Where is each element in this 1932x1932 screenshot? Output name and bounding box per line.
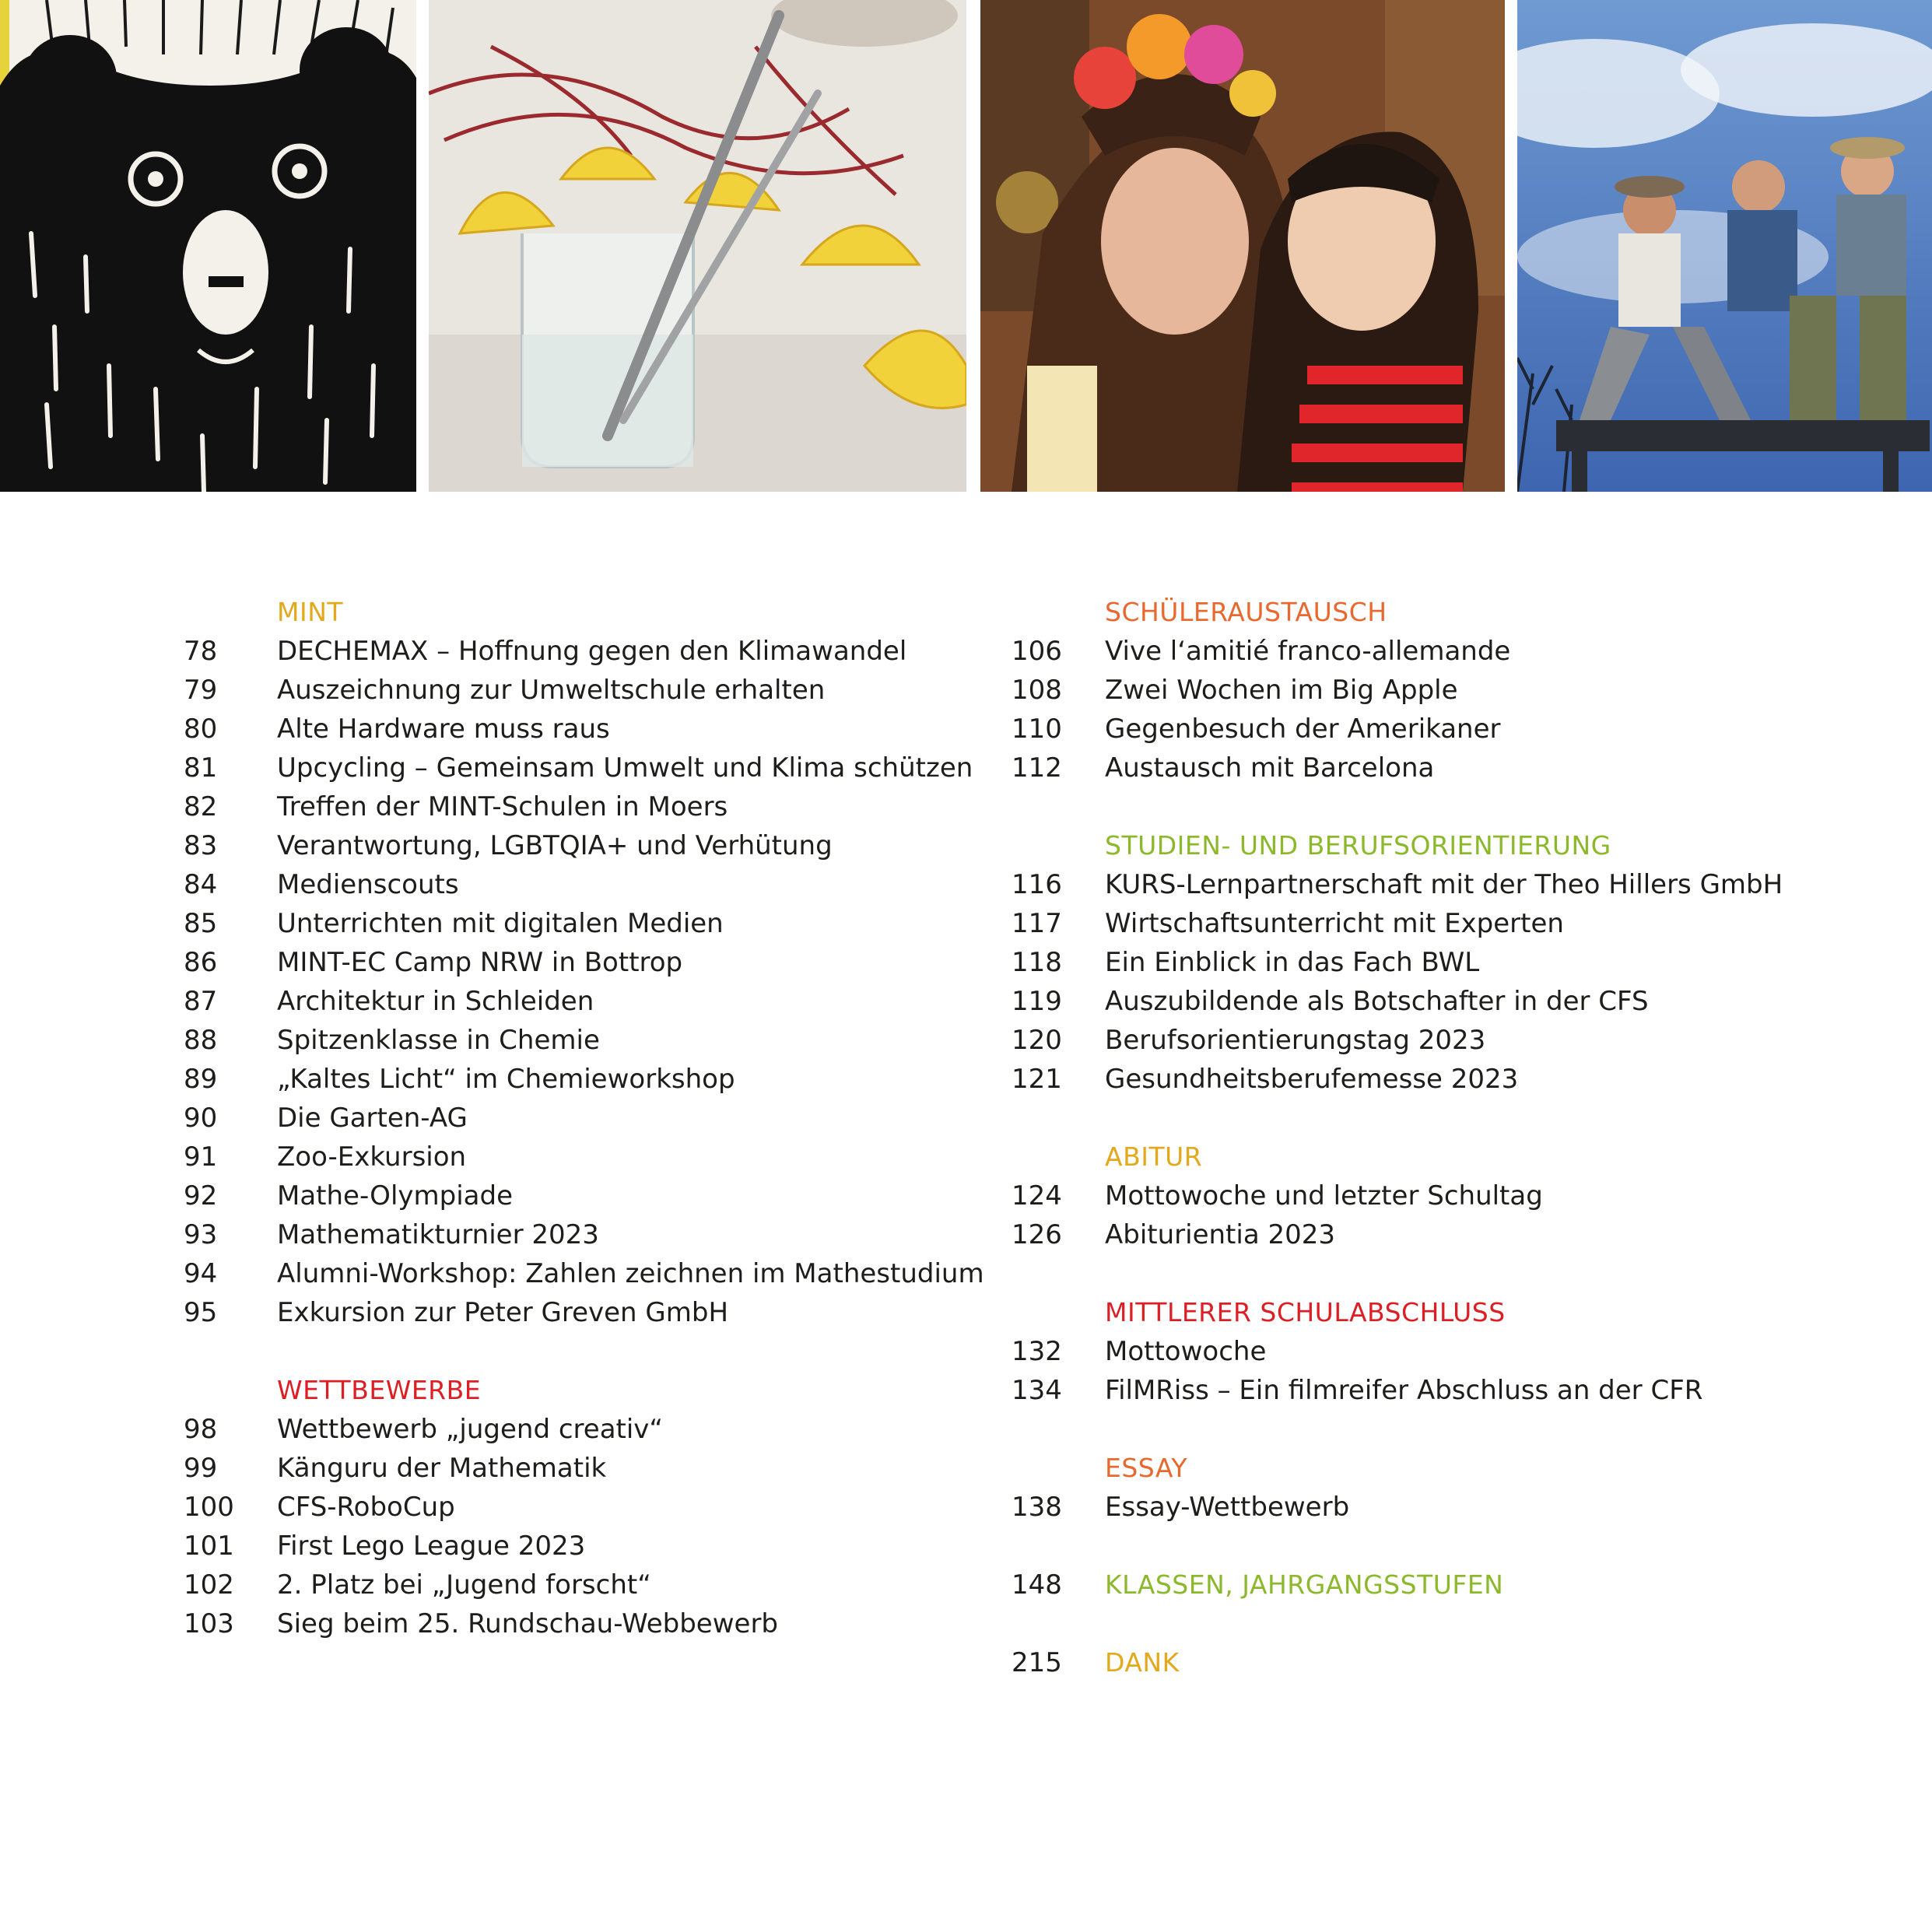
section-heading: ESSAY xyxy=(1105,1453,1188,1483)
page-number: 106 xyxy=(1012,636,1062,667)
entry-title: Zoo-Exkursion xyxy=(277,1141,467,1173)
toc-section-schueleraustausch xyxy=(1012,593,1883,787)
page-number: 95 xyxy=(184,1297,218,1328)
page-number: 116 xyxy=(1012,869,1062,900)
entry-title: Mottowoche xyxy=(1105,1336,1267,1367)
lemon-battery-experiment-image xyxy=(429,0,966,492)
page-number: 138 xyxy=(1012,1492,1062,1523)
page-number: 102 xyxy=(184,1569,234,1601)
page-number: 148 xyxy=(1012,1569,1062,1601)
section-heading: WETTBEWERBE xyxy=(277,1375,482,1405)
toc-section-mittlerer-schulabschluss xyxy=(1012,1293,1883,1410)
entry-title: 2. Platz bei „Jugend forscht“ xyxy=(277,1569,651,1601)
page-number: 90 xyxy=(184,1103,218,1134)
toc-entry xyxy=(184,671,962,710)
page-number: 94 xyxy=(184,1258,218,1289)
page-number: 118 xyxy=(1012,947,1062,978)
page-number: 121 xyxy=(1012,1064,1062,1095)
toc-entry xyxy=(184,865,962,904)
entry-title: Austausch mit Barcelona xyxy=(1105,752,1435,784)
toc-section-mint xyxy=(184,593,984,1332)
page-number: 81 xyxy=(184,752,218,784)
section-heading: ABITUR xyxy=(1105,1141,1203,1172)
entry-title: FilMRiss – Ein filmreifer Abschluss an der CFR xyxy=(1105,1375,1703,1406)
page-number: 80 xyxy=(184,714,218,745)
page-number: 82 xyxy=(184,791,218,822)
toc-entry xyxy=(1012,1488,1883,1527)
toc-entry xyxy=(1012,943,1883,982)
toc-left-column xyxy=(184,593,984,1682)
page-number: 87 xyxy=(184,986,218,1017)
entry-title: Verantwortung, LGBTQIA+ und Verhütung xyxy=(277,830,833,861)
bear-linocut-image xyxy=(0,0,416,492)
entry-title: Mathe-Olympiade xyxy=(277,1180,513,1211)
page-number: 88 xyxy=(184,1025,218,1056)
toc-section-abitur xyxy=(1012,1138,1883,1254)
toc-entry xyxy=(184,749,973,787)
toc-entry xyxy=(184,1060,962,1099)
toc-entry xyxy=(184,1254,984,1293)
toc-entry xyxy=(1012,865,1883,904)
entry-title: Mathematikturnier 2023 xyxy=(277,1219,599,1250)
toc-entry xyxy=(1012,904,1883,943)
toc-entry xyxy=(184,1176,962,1215)
page-number: 98 xyxy=(184,1414,218,1445)
entry-title: Unterrichten mit digitalen Medien xyxy=(277,908,724,939)
entry-title: Sieg beim 25. Rundschau-Webbewerb xyxy=(277,1608,779,1639)
toc-entry xyxy=(184,1215,962,1254)
page-number: 215 xyxy=(1012,1647,1062,1678)
page-number: 92 xyxy=(184,1180,218,1211)
toc-entry xyxy=(1012,982,1883,1021)
entry-title: Abiturientia 2023 xyxy=(1105,1219,1336,1250)
entry-title: Mottowoche und letzter Schultag xyxy=(1105,1180,1543,1211)
page-number: 91 xyxy=(184,1141,218,1173)
page-number: 99 xyxy=(184,1453,218,1484)
page-number: 85 xyxy=(184,908,218,939)
toc-entry xyxy=(184,826,962,865)
entry-title: Medienscouts xyxy=(277,869,459,900)
toc-entry xyxy=(184,1449,962,1488)
entry-title: DECHEMAX – Hoffnung gegen den Klimawandel xyxy=(277,636,907,667)
toc-entry xyxy=(1012,710,1883,749)
toc-entry xyxy=(1012,1215,1883,1254)
toc-entry xyxy=(1012,1332,1883,1371)
toc-entry xyxy=(184,1527,962,1566)
toc-entry xyxy=(184,710,962,749)
toc-entry xyxy=(184,1410,962,1449)
toc-entry xyxy=(184,943,962,982)
carnival-girls-image xyxy=(980,0,1505,492)
entry-title: Auszeichnung zur Umweltschule erhalten xyxy=(277,675,826,706)
toc-entry xyxy=(1012,749,1883,787)
toc-entry xyxy=(184,1099,962,1138)
page-number: 89 xyxy=(184,1064,218,1095)
page-number: 126 xyxy=(1012,1219,1062,1250)
entry-title: Ein Einblick in das Fach BWL xyxy=(1105,947,1480,978)
entry-title: Spitzenklasse in Chemie xyxy=(277,1025,600,1056)
entry-title: Gesundheitsberufemesse 2023 xyxy=(1105,1064,1519,1095)
entry-title: Alumni-Workshop: Zahlen zeichnen im Mathestudium xyxy=(277,1258,984,1289)
entry-title: Exkursion zur Peter Greven GmbH xyxy=(277,1297,729,1328)
entry-title: Alte Hardware muss raus xyxy=(277,714,610,745)
page-number: 84 xyxy=(184,869,218,900)
entry-title: Wirtschaftsunterricht mit Experten xyxy=(1105,908,1564,939)
toc-entry xyxy=(184,1604,962,1643)
entry-title: Treffen der MINT-Schulen in Moers xyxy=(277,791,728,822)
toc-entry xyxy=(184,1138,962,1176)
entry-title: Architektur in Schleiden xyxy=(277,986,594,1017)
toc-entry xyxy=(184,1021,962,1060)
entry-title: Berufsorientierungstag 2023 xyxy=(1105,1025,1486,1056)
toc-entry xyxy=(184,632,962,671)
page-number: 134 xyxy=(1012,1375,1062,1406)
toc-entry xyxy=(1012,671,1883,710)
students-on-bench-image xyxy=(1517,0,1932,492)
page-number: 79 xyxy=(184,675,218,706)
entry-title: KURS-Lernpartnerschaft mit der Theo Hillers GmbH xyxy=(1105,869,1783,900)
entry-title: First Lego League 2023 xyxy=(277,1531,586,1562)
entry-title: CFS-RoboCup xyxy=(277,1492,455,1523)
toc-section-dank xyxy=(1012,1643,1883,1682)
section-heading: DANK xyxy=(1105,1647,1180,1678)
entry-title: Känguru der Mathematik xyxy=(277,1453,607,1484)
toc-entry xyxy=(1012,1643,1883,1682)
toc-entry xyxy=(1012,632,1883,671)
page-number: 117 xyxy=(1012,908,1062,939)
toc-entry xyxy=(184,1488,962,1527)
toc-entry xyxy=(1012,1371,1883,1410)
toc-entry xyxy=(184,904,962,943)
entry-title: Zwei Wochen im Big Apple xyxy=(1105,675,1458,706)
page-number: 112 xyxy=(1012,752,1062,784)
page-number: 103 xyxy=(184,1608,234,1639)
toc-entry xyxy=(1012,1566,1883,1604)
section-heading: MITTLERER SCHULABSCHLUSS xyxy=(1105,1297,1506,1327)
toc-entry xyxy=(1012,1176,1883,1215)
entry-title: „Kaltes Licht“ im Chemieworkshop xyxy=(277,1064,735,1095)
page-number: 119 xyxy=(1012,986,1062,1017)
entry-title: Wettbewerb „jugend creativ“ xyxy=(277,1414,664,1445)
section-heading: SCHÜLERAUSTAUSCH xyxy=(1105,597,1387,627)
toc-entry xyxy=(184,1293,962,1332)
page-number: 132 xyxy=(1012,1336,1062,1367)
toc-section-studien-und-berufsorientierung xyxy=(1012,826,1883,1099)
page-number: 100 xyxy=(184,1492,234,1523)
entry-title: Essay-Wettbewerb xyxy=(1105,1492,1350,1523)
toc-entry xyxy=(1012,1060,1883,1099)
toc-section-essay xyxy=(1012,1449,1883,1527)
toc-section-wettbewerbe xyxy=(184,1371,962,1643)
section-heading: STUDIEN- UND BERUFSORIENTIERUNG xyxy=(1105,830,1611,861)
page-number: 124 xyxy=(1012,1180,1062,1211)
section-heading: KLASSEN, JAHRGANGSSTUFEN xyxy=(1105,1569,1504,1600)
page-number: 78 xyxy=(184,636,218,667)
entry-title: Upcycling – Gemeinsam Umwelt und Klima schützen xyxy=(277,752,973,784)
toc-entry xyxy=(184,787,962,826)
page-number: 101 xyxy=(184,1531,234,1562)
entry-title: Vive l‘amitié franco-allemande xyxy=(1105,636,1511,667)
page-number: 93 xyxy=(184,1219,218,1250)
entry-title: Gegenbesuch der Amerikaner xyxy=(1105,714,1501,745)
photo-strip xyxy=(0,0,1932,492)
page-number: 86 xyxy=(184,947,218,978)
toc-entry xyxy=(184,982,962,1021)
entry-title: MINT-EC Camp NRW in Bottrop xyxy=(277,947,683,978)
toc-right-column xyxy=(1012,593,1883,1721)
page-number: 83 xyxy=(184,830,218,861)
entry-title: Die Garten-AG xyxy=(277,1103,468,1134)
page-number: 110 xyxy=(1012,714,1062,745)
entry-title: Auszubildende als Botschafter in der CFS xyxy=(1105,986,1649,1017)
page-number: 120 xyxy=(1012,1025,1062,1056)
toc-entry xyxy=(1012,1021,1883,1060)
page-number: 108 xyxy=(1012,675,1062,706)
toc-entry xyxy=(184,1566,962,1604)
toc-section-klassen-jahrgangsstufen xyxy=(1012,1566,1883,1604)
section-heading: MINT xyxy=(277,597,344,627)
